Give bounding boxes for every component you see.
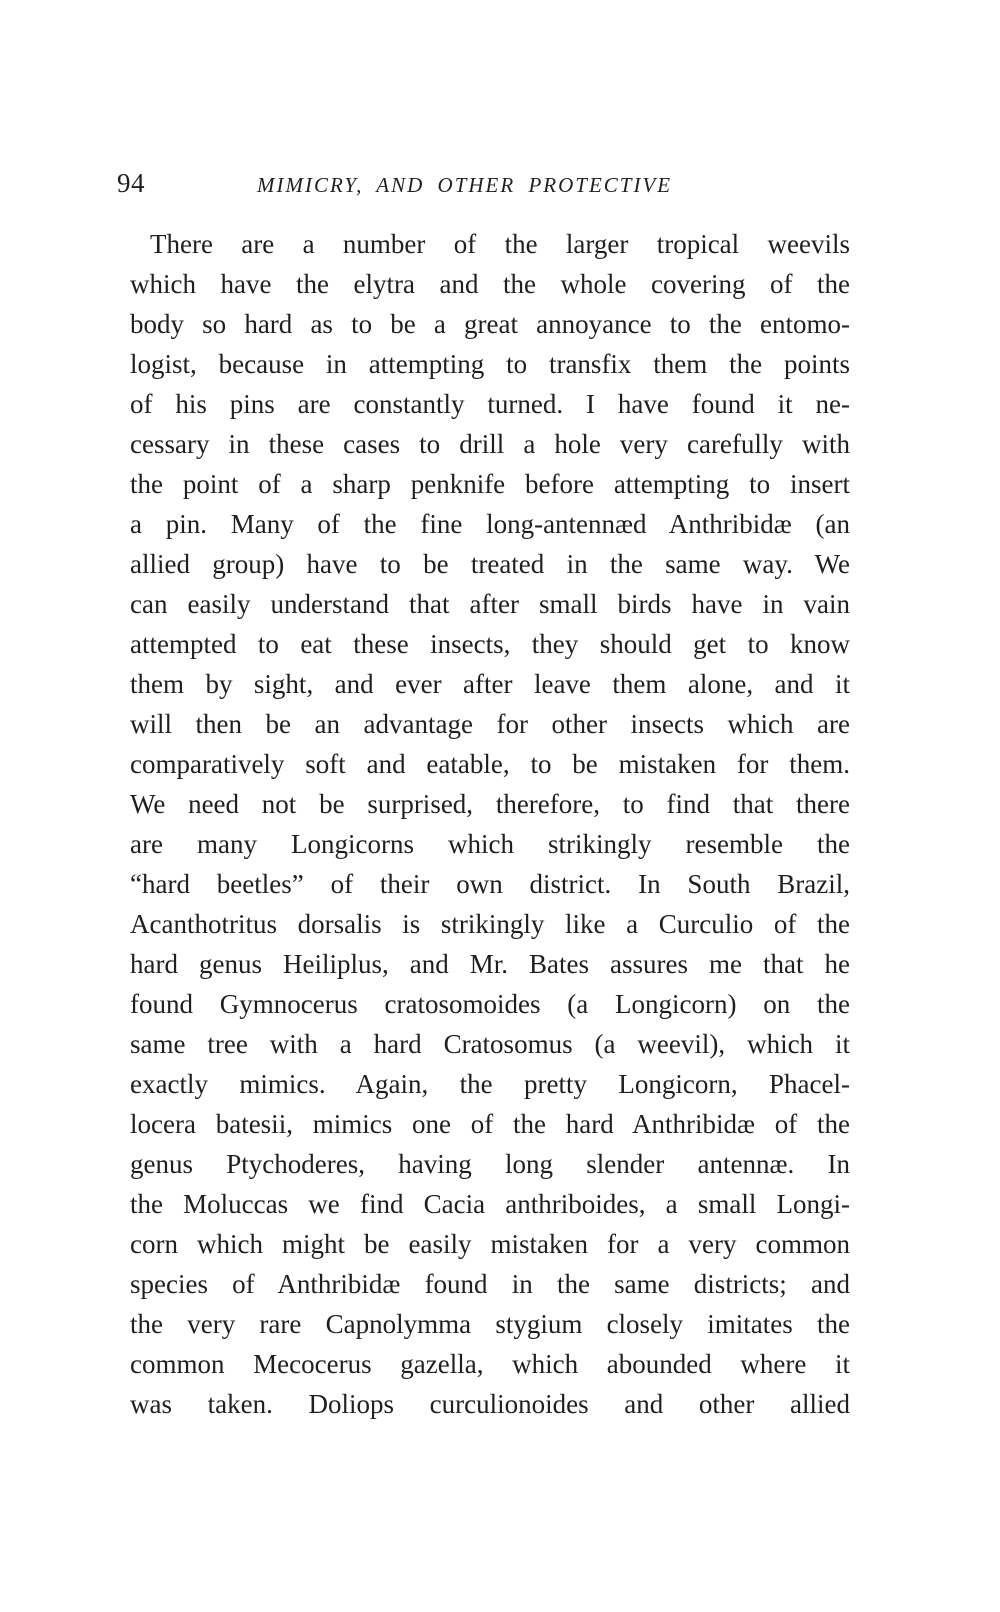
text-line: same tree with a hard Cratosomus (a weevil), which it: [130, 1029, 850, 1059]
text-line: was taken. Doliops curculionoides and other allied: [130, 1389, 850, 1419]
text-line: “hard beetles” of their own district. In South Brazil,: [130, 869, 850, 899]
text-line: of his pins are constantly turned. I have found it ne-: [130, 389, 850, 419]
text-line: can easily understand that after small birds have in vain: [130, 589, 850, 619]
text-line: Acanthotritus dorsalis is strikingly like a Curculio of the: [130, 909, 850, 939]
text-line: We need not be surprised, therefore, to find that there: [130, 789, 850, 819]
body-text: [130, 224, 850, 1424]
text-line: comparatively soft and eatable, to be mistaken for them.: [130, 749, 850, 779]
text-line: logist, because in attempting to transfix them the points: [130, 349, 850, 379]
text-line: cessary in these cases to drill a hole very carefully with: [130, 429, 850, 459]
text-line: There are a number of the larger tropical weevils: [150, 229, 850, 259]
page-number: 94: [117, 168, 145, 198]
text-line: hard genus Heiliplus, and Mr. Bates assures me that he: [130, 949, 850, 979]
page-header: [117, 166, 863, 200]
text-line: the point of a sharp penknife before attempting to insert: [130, 469, 850, 499]
text-line: common Mecocerus gazella, which abounded where it: [130, 1349, 850, 1379]
text-line: body so hard as to be a great annoyance to the entomo-: [130, 309, 850, 339]
text-line: are many Longicorns which strikingly resemble the: [130, 829, 850, 859]
text-line: exactly mimics. Again, the pretty Longicorn, Phacel-: [130, 1069, 850, 1099]
text-line: which have the elytra and the whole covering of the: [130, 269, 850, 299]
text-line: locera batesii, mimics one of the hard Anthribidæ of the: [130, 1109, 850, 1139]
text-line: corn which might be easily mistaken for a very common: [130, 1229, 850, 1259]
text-line: species of Anthribidæ found in the same districts; and: [130, 1269, 850, 1299]
running-head: MIMICRY, AND OTHER PROTECTIVE: [257, 173, 673, 197]
text-line: genus Ptychoderes, having long slender antennæ. In: [130, 1149, 850, 1179]
text-line: found Gymnocerus cratosomoides (a Longicorn) on the: [130, 989, 850, 1019]
text-line: a pin. Many of the fine long-antennæd Anthribidæ (an: [130, 509, 850, 539]
text-line: them by sight, and ever after leave them alone, and it: [130, 669, 850, 699]
text-line: the Moluccas we find Cacia anthriboides, a small Longi-: [130, 1189, 850, 1219]
text-line: will then be an advantage for other insects which are: [130, 709, 850, 739]
text-line: the very rare Capnolymma stygium closely imitates the: [130, 1309, 850, 1339]
text-line: attempted to eat these insects, they should get to know: [130, 629, 850, 659]
text-line: allied group) have to be treated in the same way. We: [130, 549, 850, 579]
